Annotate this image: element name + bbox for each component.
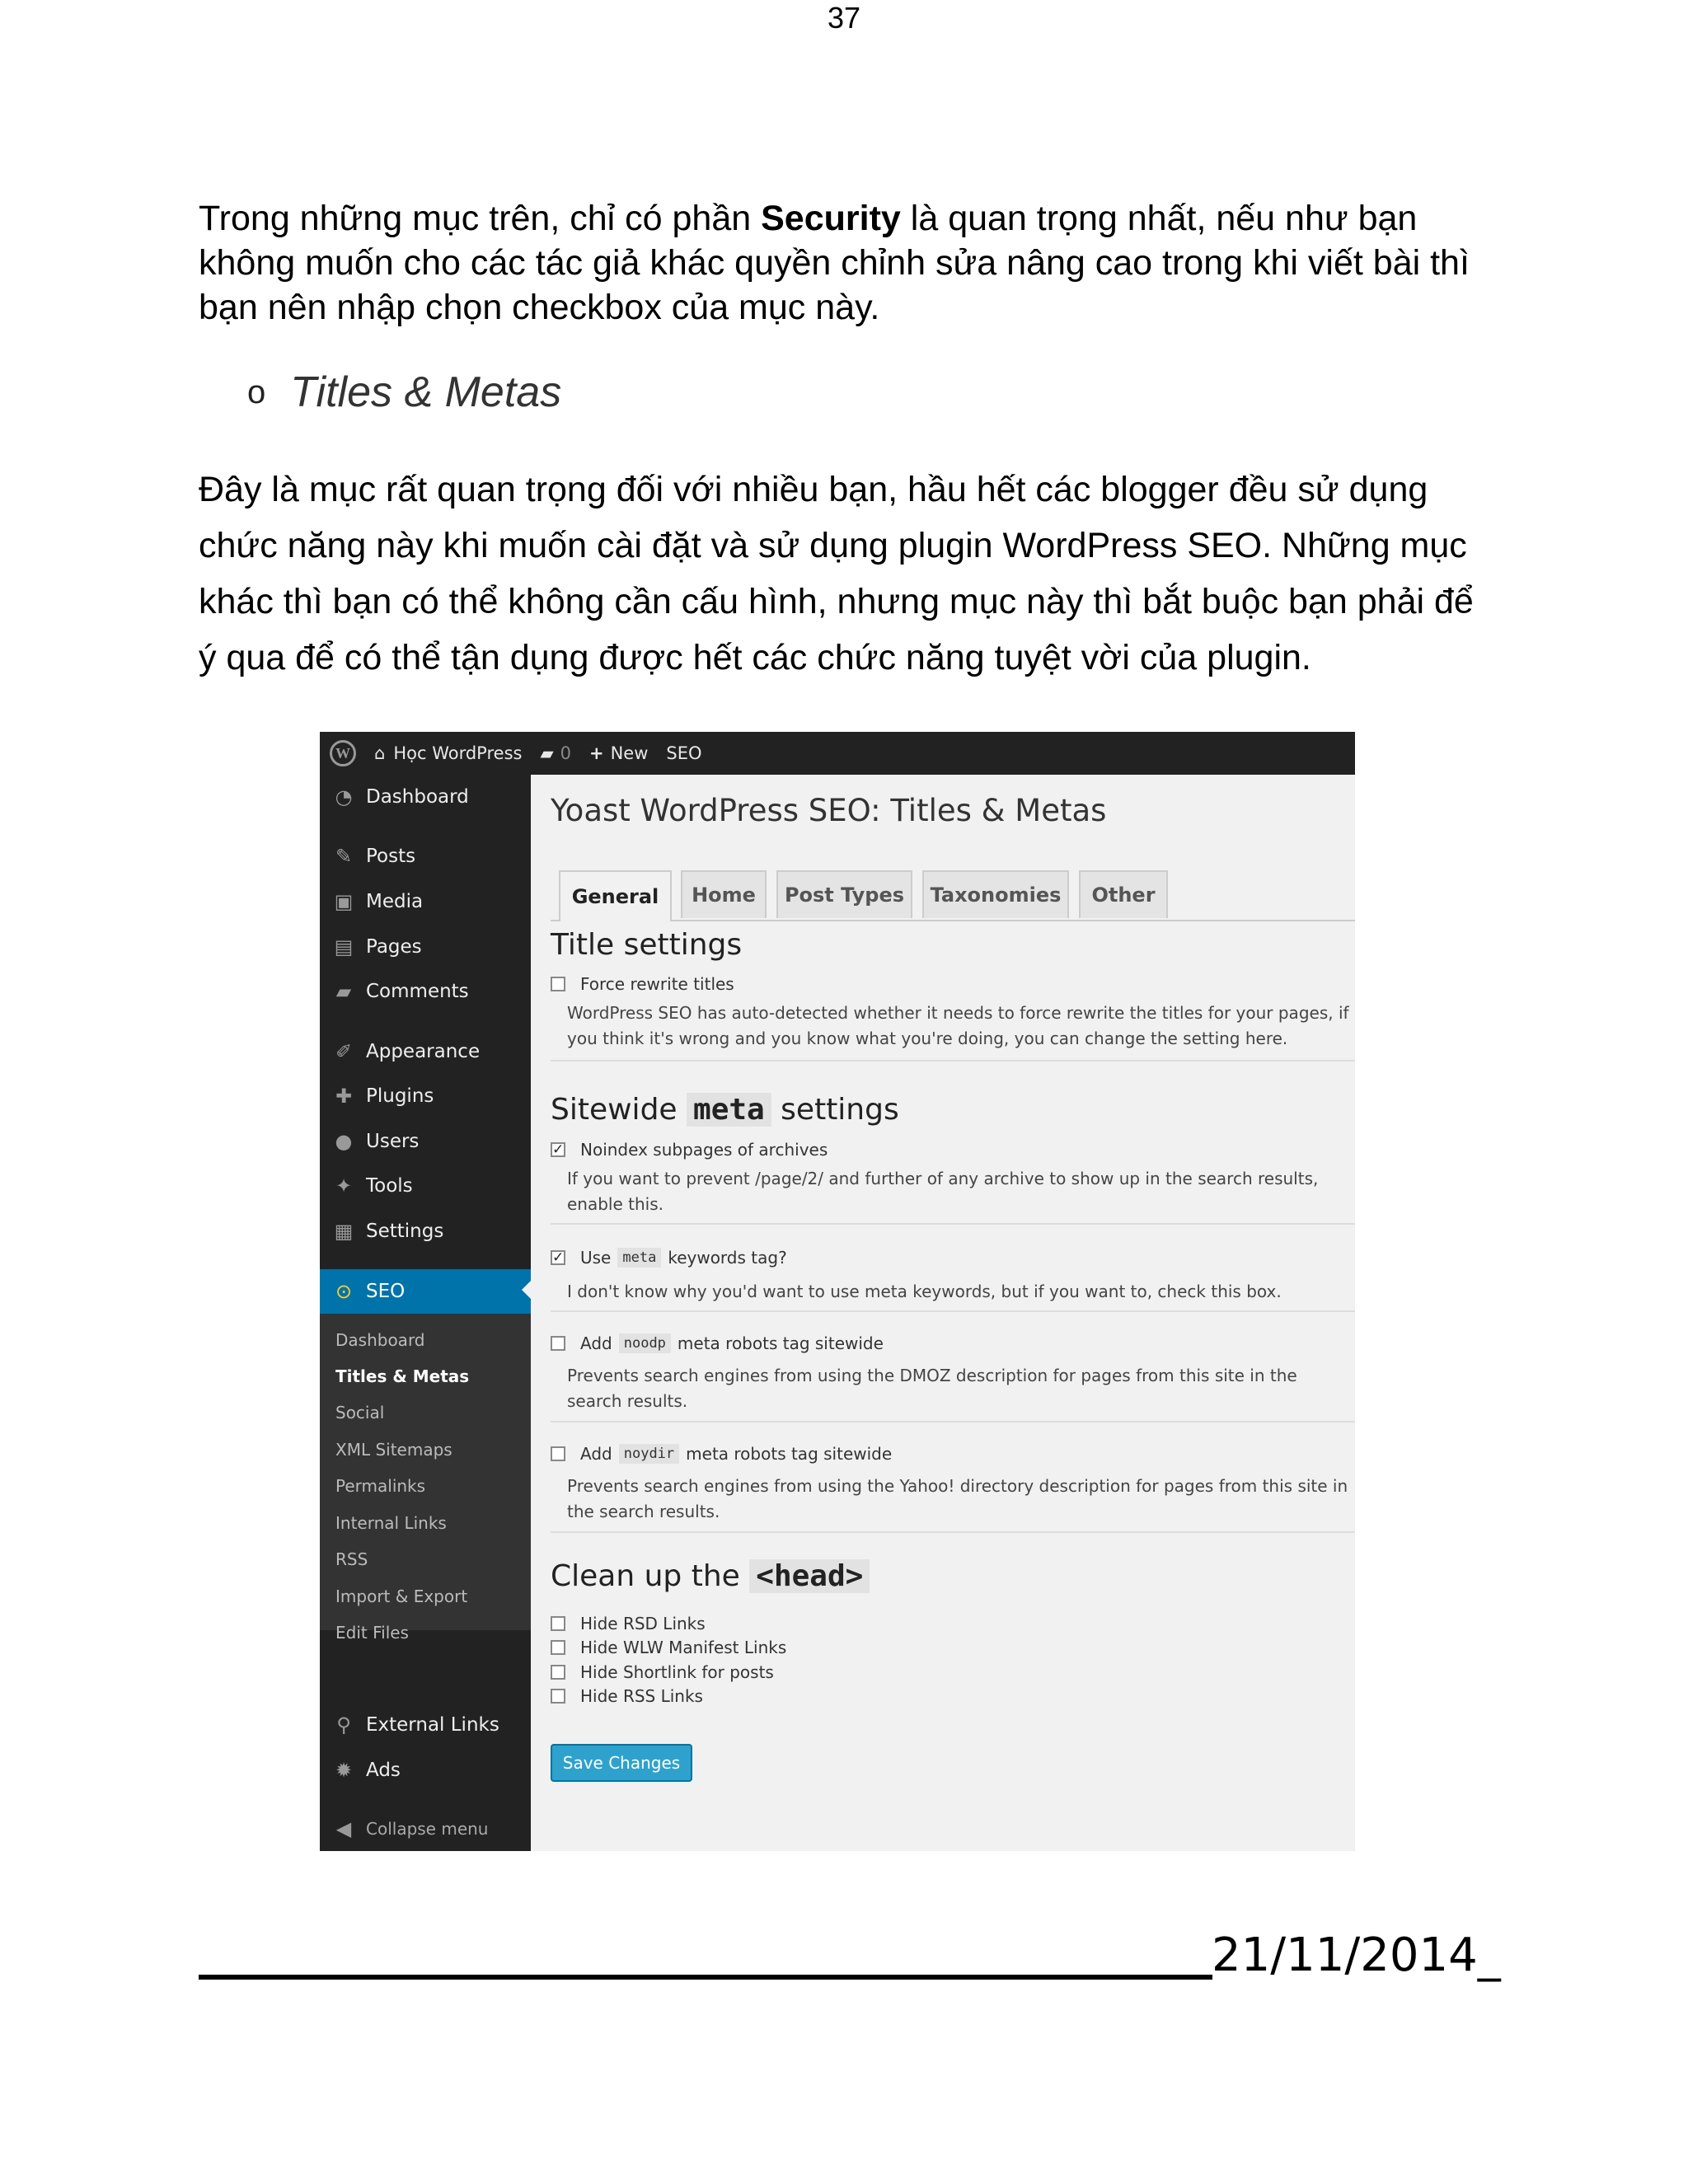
- sidebar-item-label: External Links: [366, 1714, 499, 1736]
- bullet-icon: o: [247, 374, 266, 410]
- hide-rss-checkbox[interactable]: [551, 1689, 565, 1704]
- gear-icon: ✹: [335, 1759, 353, 1782]
- submenu-item-edit-files[interactable]: Edit Files: [335, 1623, 409, 1643]
- sidebar-item-seo[interactable]: [320, 1269, 531, 1314]
- noodp-description: Prevents search engines from using the DMOZ description for pages from this site in the search results.: [567, 1366, 1297, 1411]
- comments-count: 0: [560, 743, 571, 763]
- collapse-menu-button[interactable]: [320, 1808, 531, 1849]
- sidebar-item-ads[interactable]: [320, 1750, 531, 1791]
- sidebar-item-comments[interactable]: [320, 971, 531, 1012]
- user-icon: ●: [335, 1130, 353, 1153]
- sidebar-item-label: Appearance: [366, 1041, 481, 1062]
- submenu-item-internal-links[interactable]: Internal Links: [335, 1513, 447, 1533]
- hide-shortlink-checkbox[interactable]: [551, 1665, 565, 1680]
- intro-bold-security: Security: [761, 199, 901, 238]
- hide-rss-label: Hide RSS Links: [580, 1686, 703, 1706]
- wrench-icon: ✦: [335, 1174, 353, 1197]
- noodp-row[interactable]: [551, 1333, 884, 1353]
- cleanup-head-heading: [551, 1559, 870, 1593]
- force-rewrite-row[interactable]: [551, 974, 734, 994]
- noydir-label-post: meta robots tag sitewide: [686, 1444, 893, 1464]
- submenu-item-social[interactable]: Social: [335, 1403, 385, 1422]
- seo-submenu: [320, 1314, 531, 1643]
- divider: [551, 1421, 1355, 1422]
- heading-text: settings: [781, 1093, 899, 1127]
- tab-general[interactable]: General: [559, 870, 672, 921]
- force-rewrite-label: Force rewrite titles: [580, 974, 734, 994]
- hide-shortlink-row[interactable]: [551, 1662, 774, 1682]
- meta-keywords-checkbox[interactable]: ✓: [552, 1249, 565, 1266]
- sidebar-item-label: Plugins: [366, 1085, 434, 1107]
- collapse-icon: ◀: [335, 1817, 352, 1840]
- submenu-item-rss[interactable]: RSS: [335, 1549, 368, 1569]
- sidebar-item-users[interactable]: [320, 1121, 531, 1162]
- dashboard-icon: ◔: [335, 785, 353, 808]
- noodp-code: noodp: [619, 1333, 671, 1353]
- noydir-label-pre: Add: [580, 1444, 612, 1464]
- divider: [551, 1310, 1355, 1312]
- hide-rsd-row[interactable]: [551, 1614, 706, 1633]
- collapse-menu-label: Collapse menu: [366, 1819, 489, 1839]
- sidebar-item-settings[interactable]: [320, 1211, 531, 1252]
- new-link[interactable]: [589, 743, 648, 763]
- noydir-code: noydir: [619, 1444, 679, 1464]
- settings-icon: ▦: [334, 1220, 354, 1243]
- divider: [551, 1060, 1355, 1062]
- site-link[interactable]: [374, 743, 522, 763]
- link-icon: ⚲: [336, 1713, 351, 1736]
- noydir-checkbox[interactable]: [551, 1446, 565, 1461]
- noodp-label-pre: Add: [580, 1333, 612, 1353]
- tab-bar: [551, 870, 1355, 921]
- hide-wlw-label: Hide WLW Manifest Links: [580, 1638, 787, 1657]
- sidebar-item-label: Pages: [366, 936, 422, 958]
- submenu-item-xml-sitemaps[interactable]: XML Sitemaps: [335, 1440, 452, 1460]
- submenu-item-dashboard[interactable]: Dashboard: [335, 1330, 425, 1350]
- divider: [551, 1223, 1355, 1225]
- tab-other[interactable]: Other: [1079, 870, 1168, 918]
- hide-shortlink-label: Hide Shortlink for posts: [580, 1662, 774, 1682]
- comment-bubble-icon: ▰: [540, 743, 554, 763]
- sidebar-item-dashboard[interactable]: [320, 776, 531, 818]
- media-icon: ▣: [334, 890, 354, 913]
- sidebar-item-posts[interactable]: [320, 836, 531, 877]
- sitewide-meta-heading: [551, 1093, 899, 1127]
- admin-bar: [320, 732, 1355, 775]
- section-heading-text: Titles & Metas: [290, 368, 562, 416]
- force-rewrite-checkbox[interactable]: [551, 977, 565, 991]
- page-title: Yoast WordPress SEO: Titles & Metas: [551, 793, 1107, 828]
- force-rewrite-description: WordPress SEO has auto-detected whether it needs to force rewrite the titles for your pages, if you think it's wrong and you know what you're doing, you can change the setting here.: [567, 1003, 1349, 1048]
- sidebar-item-label: SEO: [366, 1281, 406, 1302]
- body-paragraph: Đây là mục rất quan trọng đối với nhiều bạn, hầu hết các blogger đều sử dụng chức năng này khi muốn cài đặt và sử dụng plugin WordPress SEO. Những mục khác thì bạn có thể không cần cấu hình, nhưng mục này thì bắt buộc bạn phải để ý qua để có thể tận dụng được hết các chức năng tuyệt vời của plugin.: [199, 470, 1474, 677]
- page-number: 37: [827, 1, 861, 35]
- sidebar-item-tools[interactable]: [320, 1165, 531, 1207]
- sidebar-item-label: Posts: [366, 846, 416, 867]
- meta-keywords-row[interactable]: [551, 1248, 787, 1268]
- yoast-icon: ⊙: [335, 1280, 353, 1303]
- section-heading: [247, 367, 561, 418]
- site-name: Học WordPress: [393, 743, 523, 763]
- submenu-item-permalinks[interactable]: Permalinks: [335, 1476, 426, 1496]
- sidebar-item-pages[interactable]: [320, 926, 531, 968]
- comments-link[interactable]: [540, 743, 571, 763]
- pages-icon: ▤: [334, 935, 354, 958]
- plug-icon: ✚: [335, 1085, 353, 1108]
- noydir-row[interactable]: [551, 1444, 892, 1464]
- save-changes-button[interactable]: Save Changes: [551, 1744, 692, 1782]
- hide-rsd-label: Hide RSD Links: [580, 1614, 706, 1633]
- heading-text: Sitewide: [551, 1093, 678, 1127]
- sidebar-item-plugins[interactable]: [320, 1076, 531, 1117]
- sidebar-item-external-links[interactable]: [320, 1704, 531, 1746]
- wordpress-logo-icon[interactable]: W: [330, 740, 356, 766]
- keywords-label-post: keywords tag?: [668, 1248, 787, 1268]
- sidebar-item-appearance[interactable]: [320, 1031, 531, 1072]
- hide-wlw-row[interactable]: [551, 1638, 786, 1657]
- hide-rss-row[interactable]: [551, 1686, 703, 1706]
- plus-icon: +: [588, 743, 604, 763]
- tab-home[interactable]: Home: [681, 870, 767, 918]
- tab-taxonomies[interactable]: Taxonomies: [922, 870, 1069, 918]
- sidebar-item-label: Ads: [366, 1760, 401, 1781]
- sidebar-item-label: Comments: [366, 981, 469, 1002]
- keywords-label-pre: Use: [580, 1248, 612, 1268]
- sidebar-item-label: Dashboard: [366, 786, 469, 808]
- wordpress-screenshot: [320, 732, 1355, 1851]
- new-label: New: [610, 743, 649, 763]
- admin-sidebar: [320, 775, 531, 1851]
- keywords-code: meta: [617, 1248, 661, 1268]
- intro-text-end: là quan trọng nhất, nếu như bạn không muốn cho các tác giả khác quyền chỉnh sửa nâng cao trong khi viết bài thì bạn nên nhập chọn checkbox của mục này.: [199, 199, 1470, 327]
- intro-text-start: Trong những mục trên, chỉ có phần: [199, 199, 762, 238]
- noindex-row[interactable]: [551, 1140, 828, 1160]
- submenu-item-titles-metas[interactable]: Titles & Metas: [335, 1366, 470, 1386]
- sidebar-item-label: Tools: [366, 1175, 413, 1197]
- brush-icon: ✐: [335, 1040, 353, 1063]
- noydir-description: Prevents search engines from using the Yahoo! directory description for pages from this site in the search results.: [567, 1476, 1348, 1521]
- home-icon: ⌂: [374, 743, 386, 763]
- footer-date: 21/11/2014_: [1212, 1929, 1501, 1982]
- noindex-label: Noindex subpages of archives: [580, 1140, 828, 1160]
- pin-icon: ✎: [335, 845, 353, 868]
- submenu-item-import-export[interactable]: Import & Export: [335, 1586, 468, 1606]
- hide-wlw-checkbox[interactable]: [551, 1640, 565, 1655]
- sidebar-item-label: Media: [366, 891, 424, 912]
- divider: [551, 1531, 1355, 1533]
- heading-code: <head>: [749, 1559, 870, 1593]
- tab-post-types[interactable]: Post Types: [776, 870, 912, 918]
- intro-paragraph: [199, 196, 1484, 330]
- noodp-checkbox[interactable]: [551, 1336, 565, 1351]
- noindex-description: If you want to prevent /page/2/ and further of any archive to show up in the search results, enable this.: [567, 1169, 1319, 1214]
- heading-text: Clean up the: [551, 1559, 740, 1593]
- hide-rsd-checkbox[interactable]: [551, 1616, 565, 1631]
- sidebar-item-media[interactable]: [320, 881, 531, 922]
- footer-line: [199, 1975, 1212, 1980]
- comment-icon: ▰: [335, 980, 352, 1003]
- noindex-checkbox[interactable]: ✓: [552, 1141, 565, 1158]
- noodp-label-post: meta robots tag sitewide: [677, 1333, 884, 1353]
- sidebar-item-label: Settings: [366, 1221, 444, 1242]
- sidebar-item-label: Users: [366, 1131, 420, 1152]
- heading-code: meta: [687, 1093, 771, 1127]
- seo-adminbar-link[interactable]: SEO: [666, 743, 702, 763]
- meta-keywords-description: I don't know why you'd want to use meta keywords, but if you want to, check this box.: [567, 1282, 1282, 1301]
- main-content: [531, 775, 1355, 1851]
- title-settings-heading: Title settings: [551, 928, 743, 962]
